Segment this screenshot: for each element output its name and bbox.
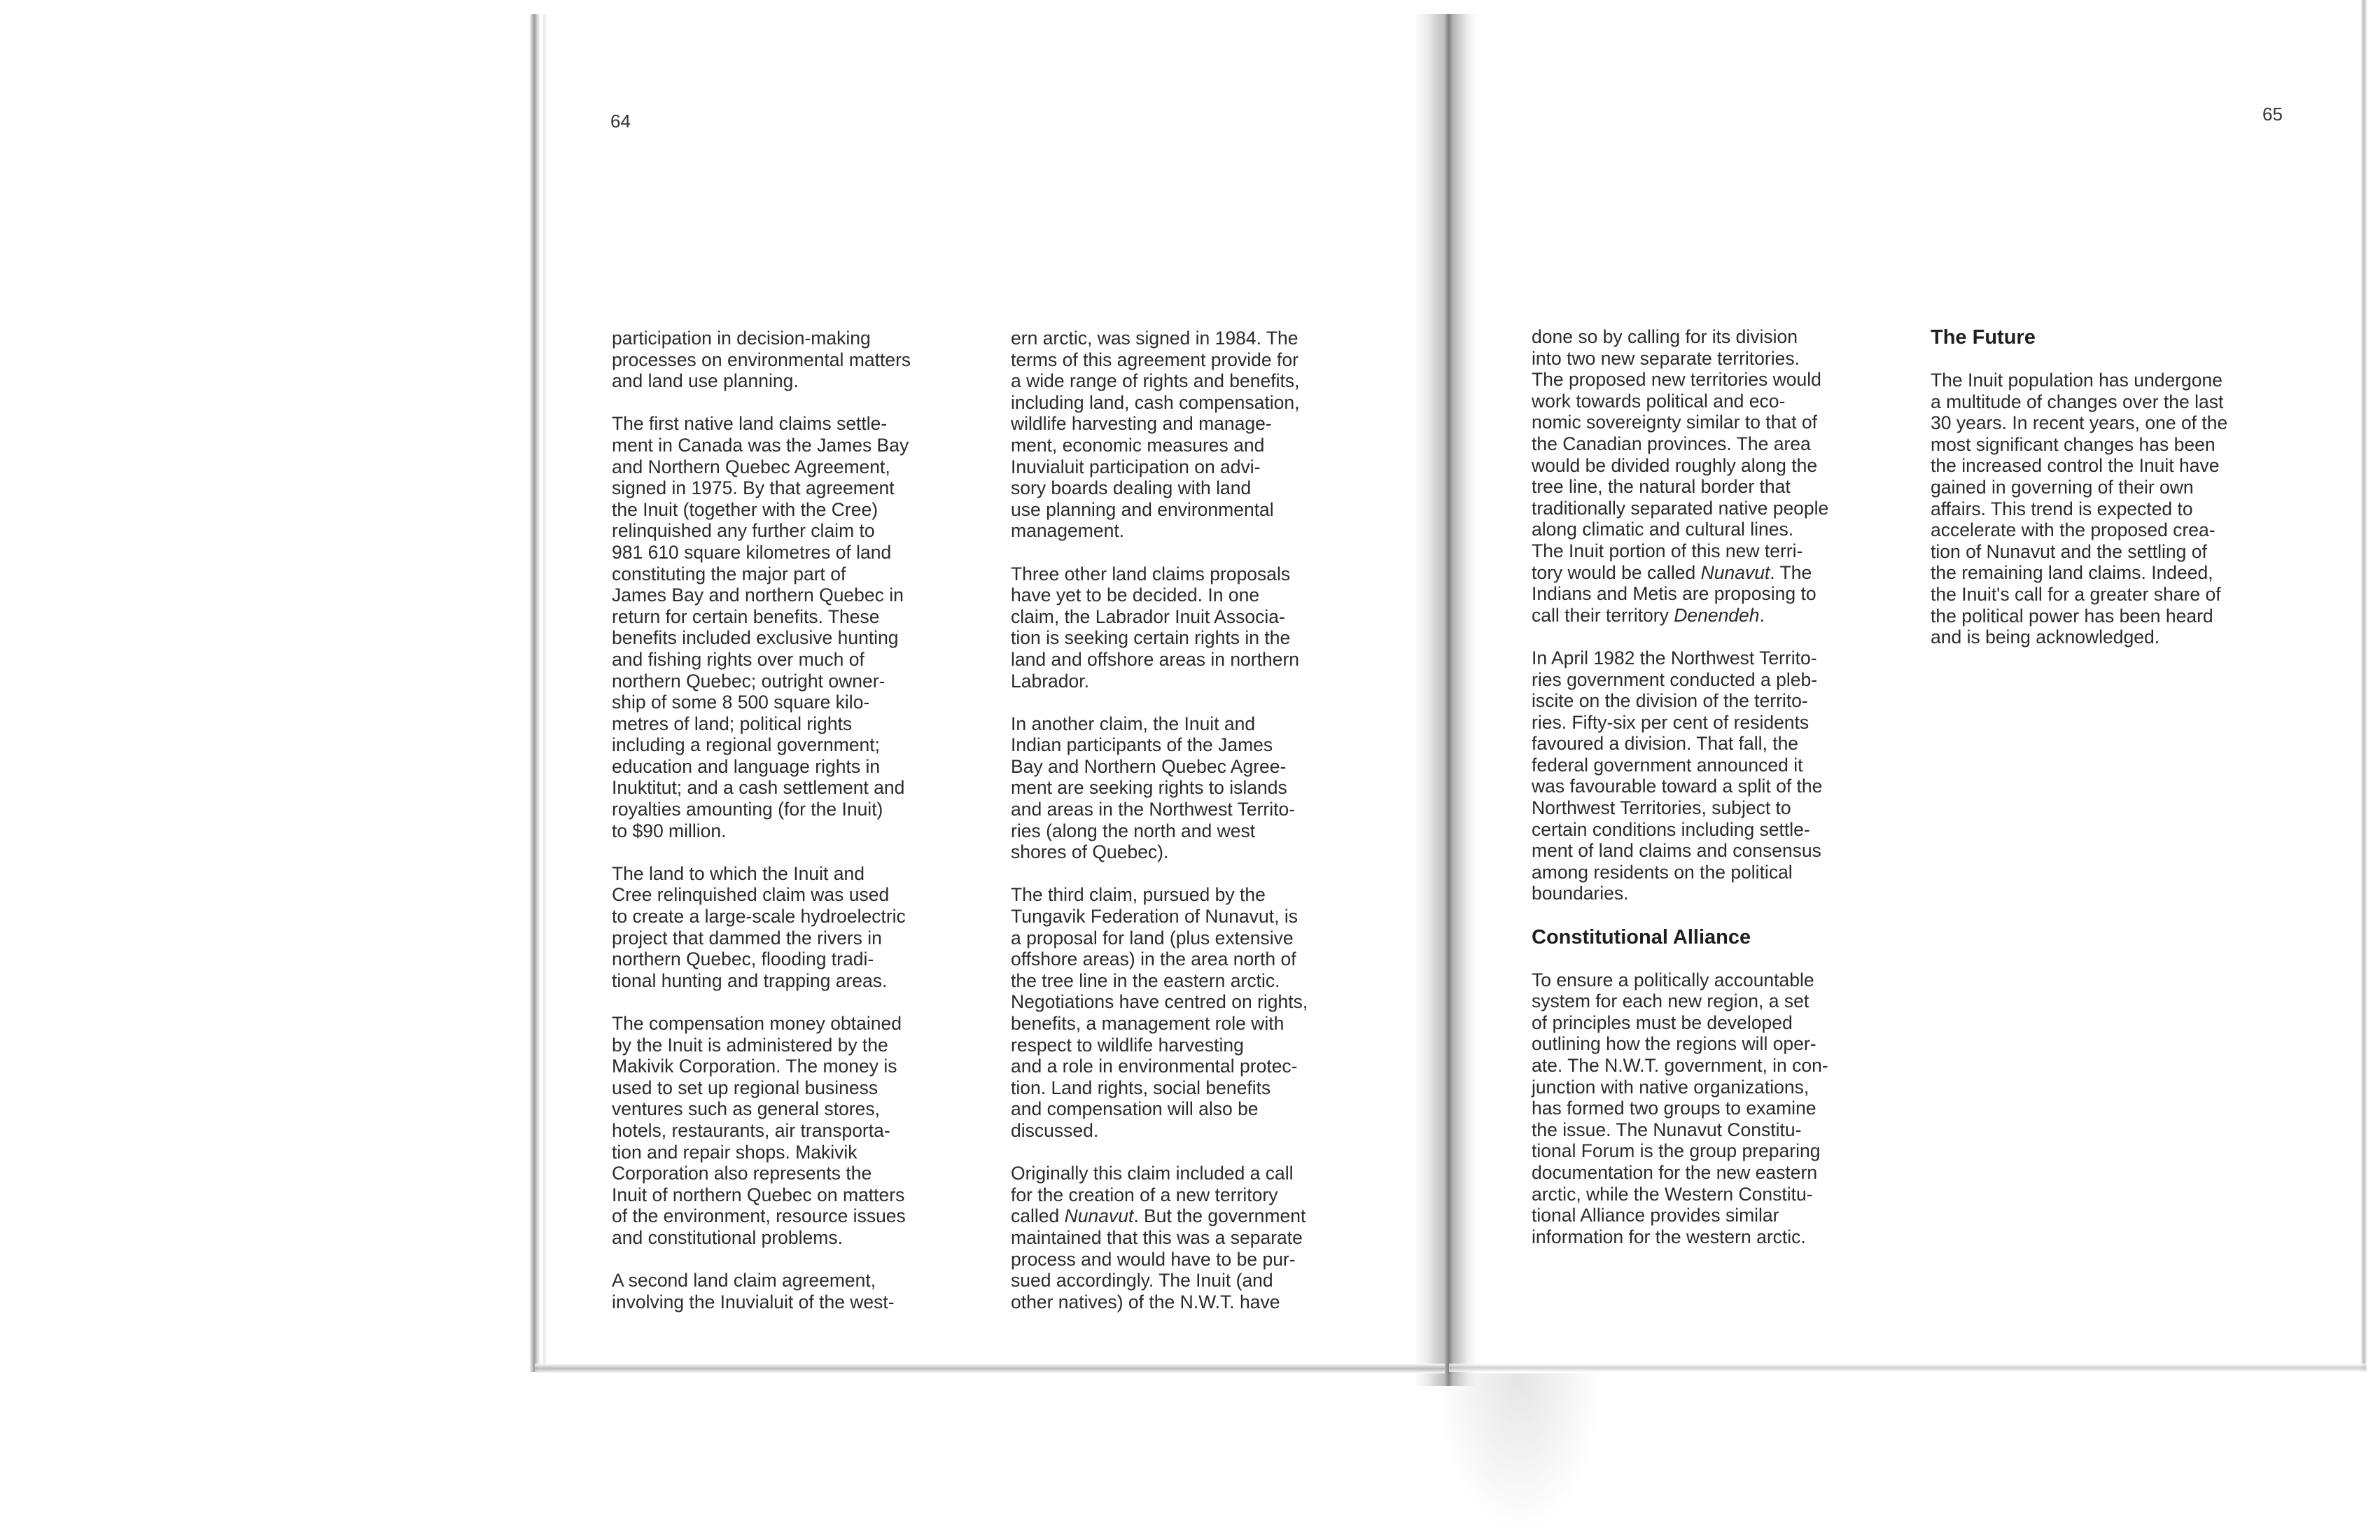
text-run: . The Indians and Metis are proposing to call their territory bbox=[1532, 561, 1816, 626]
left-page-number: 64 bbox=[610, 111, 631, 132]
left-page-edge-inner bbox=[543, 14, 547, 1372]
right-page-column-2 bbox=[1931, 326, 2295, 648]
spine-bottom-shadow bbox=[1435, 1373, 1603, 1534]
book-spine-gutter bbox=[1414, 14, 1477, 1386]
paragraph: The first native land claims settle- ment in Canada was the James Bay and Northern Quebec Agreement, signed in 1975. By that agreement the Inuit (together with the Cree) relinquished any further claim to 981 610 square kilometres of land constituting the major part of James Bay and northern Quebec in return for certain benefits. These benefits included exclusive hunting and fishing rights over much of northern Quebec; outright owner- ship of some 8 500 square kilo- metres of land; political rights including a regional government; education and language rights in Inuktitut; and a cash settlement and royalties amounting (for the Inuit) to $90 million. bbox=[612, 413, 909, 841]
paragraph: To ensure a politically accountable system for each new region, a set of principles must be developed outlining how the regions will oper- ate. The N.W.T. government, in con- junction with native organizations, has formed two groups to examine the issue. The Nunavut Constitu- tional Forum is the group preparing documentation for the new eastern arctic, while the Western Constitu- tional Alliance provides similar information for the western arctic. bbox=[1532, 969, 1828, 1247]
right-page-bottom-edge bbox=[1449, 1364, 2366, 1372]
italic-term-nunavut: Nunavut bbox=[1064, 1205, 1134, 1227]
right-page-number: 65 bbox=[2262, 104, 2283, 125]
right-page-column-1 bbox=[1532, 326, 1896, 1247]
paragraph bbox=[1532, 326, 1896, 626]
right-page-edge bbox=[2360, 0, 2367, 1372]
paragraph: Three other land claims proposals have yet to be decided. In one claim, the Labrador Inuit Associa- tion is seeking certain rights in the land and offshore areas in northern Labrador. bbox=[1011, 563, 1300, 692]
text-run: . But the government maintained that this was a separate process and would have to be pur- sued accordingly. The Inuit (and other natives) of the N.W.T. have bbox=[1011, 1205, 1306, 1312]
section-heading-the-future: The Future bbox=[1931, 326, 2036, 349]
left-page-column-1 bbox=[612, 328, 976, 1312]
italic-term-nunavut: Nunavut bbox=[1700, 561, 1770, 583]
text-run: Originally this claim included a call for the creation of a new territory called bbox=[1011, 1163, 1294, 1227]
paragraph: participation in decision-making processes on environmental matters and land use planning. bbox=[612, 328, 911, 392]
paragraph: The Inuit population has undergone a multitude of changes over the last 30 years. In recent years, one of the most significant changes has been the increased control the Inuit have gained in governing of their own affairs. This trend is expected to accelerate with the proposed crea- tion of Nunavut and the settling of the remaining land claims. Indeed, the Inuit's call for a greater share of the political power has been heard and is being acknowledged. bbox=[1931, 370, 2228, 648]
left-page-edge bbox=[529, 14, 540, 1372]
paragraph: A second land claim agreement, involving the Inuvialuit of the west- bbox=[612, 1270, 895, 1312]
paragraph: The third claim, pursued by the Tungavik Federation of Nunavut, is a proposal for land (plus extensive offshore areas) in the area north of the tree line in the eastern arctic. Negotiations have centred on rights, benefits, a management role with respect to wildlife harvesting and a role in environmental protec- tion. Land rights, social benefits and compensation will also be discussed. bbox=[1011, 884, 1308, 1141]
paragraph: The compensation money obtained by the Inuit is administered by the Makivik Corporation. The money is used to set up regional business ventures such as general stores, hotels, restaurants, air transporta- tion and repair shops. Makivik Corporation also represents the Inuit of northern Quebec on matters of the environment, resource issues and constitutional problems. bbox=[612, 1013, 906, 1248]
paragraph: In April 1982 the Northwest Territo- ries government conducted a pleb- iscite on the division of the territo- ries. Fifty-six per cent of residents favoured a division. That fall, the federal government announced it was favourable toward a split of the Northwest Territories, subject to certain conditions including settle- ment of land claims and consensus among residents on the political boundaries. bbox=[1532, 647, 1823, 904]
section-heading-constitutional-alliance: Constitutional Alliance bbox=[1532, 925, 1751, 948]
paragraph: ern arctic, was signed in 1984. The terms of this agreement provide for a wide range of rights and benefits, including land, cash compensation, wildlife harvesting and manage- ment, economic measures and Inuvialuit participation on advi- sory boards dealing with land use planning and environmental management. bbox=[1011, 328, 1300, 542]
paragraph: In another claim, the Inuit and Indian participants of the James Bay and Northern Quebec Agree- ment are seeking rights to islands and areas in the Northwest Territo- ries (along the north and west shores of Quebec). bbox=[1011, 713, 1296, 863]
text-run: done so by calling for its division into two new separate territories. The proposed new territories would work towards political and eco- nomic sovereignty similar to that of the Canadian provinces. The area would be divided roughly along the tree line, the natural border that traditionally separated native people along climatic and cultural lines. The Inuit portion of this new terri- tory would be called bbox=[1532, 326, 1829, 583]
paragraph: The land to which the Inuit and Cree relinquished claim was used to create a large-scale hydroelectric project that dammed the rivers in northern Quebec, flooding tradi- tional hunting and trapping areas. bbox=[612, 862, 906, 991]
paragraph bbox=[1011, 1163, 1375, 1312]
text-run: . bbox=[1759, 604, 1765, 626]
left-page-column-2 bbox=[1011, 328, 1375, 1312]
left-page-bottom-edge bbox=[535, 1364, 1445, 1373]
italic-term-denendeh: Denendeh bbox=[1674, 604, 1760, 626]
